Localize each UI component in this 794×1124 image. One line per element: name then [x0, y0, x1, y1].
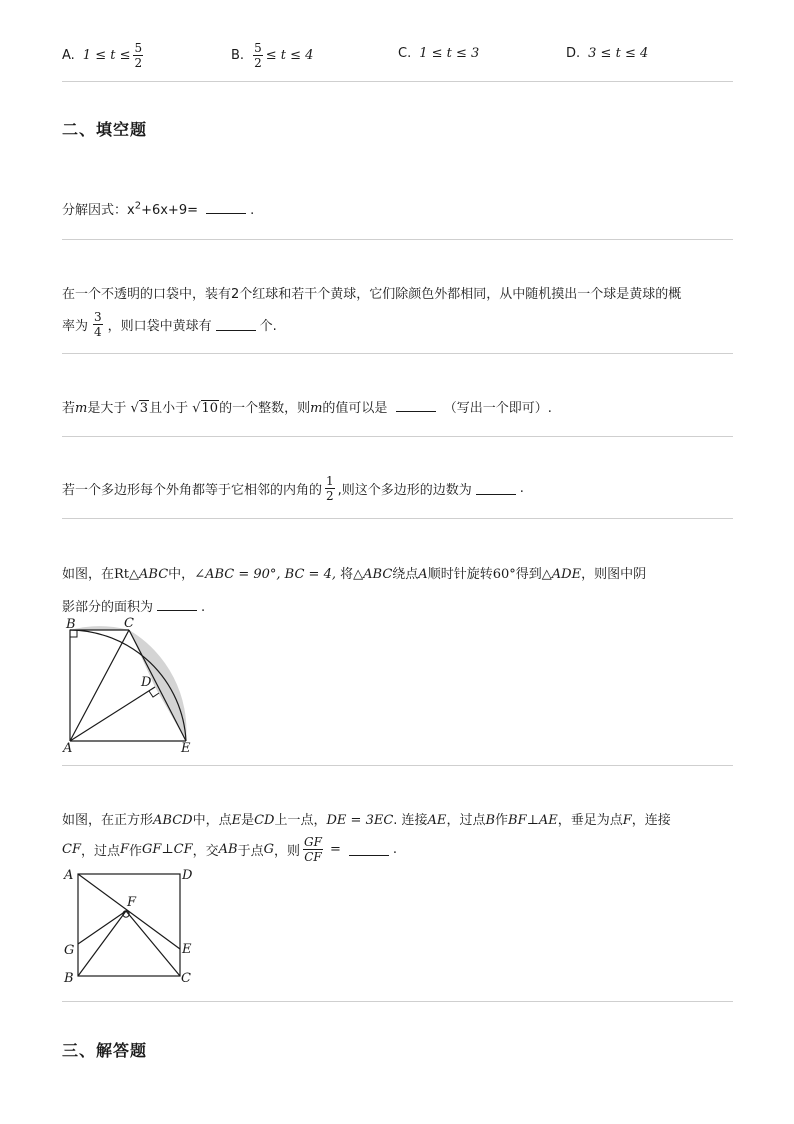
q3-text: 是大于 [87, 401, 127, 416]
q6-point: G [263, 841, 275, 857]
answer-blank[interactable] [476, 482, 516, 495]
q6-segment: AB [218, 841, 238, 857]
question-rotation-line1 [62, 563, 646, 582]
q5-triangle: △ABC [129, 567, 169, 582]
q6-equals: = [329, 841, 341, 857]
choice-a [62, 40, 146, 70]
q6-text: . 连接 [393, 813, 428, 828]
answer-blank[interactable] [216, 318, 256, 331]
q5-text: 顺时针旋转 [427, 567, 493, 582]
q4-end: . [519, 480, 524, 496]
answer-blank[interactable] [349, 843, 389, 856]
q2-end: 个. [259, 318, 277, 334]
label-E: E [182, 942, 192, 957]
q6-text: 于点 [237, 843, 264, 859]
divider [62, 1001, 733, 1002]
q6-text: ，过点 [446, 813, 486, 828]
q6-equation: DE = 3EC [326, 813, 394, 828]
divider [62, 239, 733, 240]
choice-b-expr: ≤ t ≤ 4 [265, 47, 314, 63]
q3-var-m: m [310, 401, 323, 416]
sqrt-10: √10 [192, 401, 219, 416]
divider [62, 81, 733, 82]
label-F: F [127, 895, 137, 910]
q6-text: 中，点 [192, 813, 232, 828]
choice-c [398, 46, 479, 61]
q6-perp: BF⊥AE [508, 813, 558, 828]
q6-text: ，过点 [80, 843, 120, 859]
choice-b-letter: B. [231, 47, 245, 63]
label-B: B [66, 617, 76, 632]
q6-point: F [622, 813, 632, 828]
q3-text: 的一个整数，则 [219, 401, 311, 416]
q5-text: 中， [168, 567, 195, 582]
question-factorize [62, 199, 254, 218]
q4-fraction: $\frac{1}{2}$ [326, 473, 334, 503]
q5-point: A [418, 567, 428, 582]
question-probability-line2 [62, 306, 277, 342]
q6-perp: GF⊥CF [142, 841, 193, 857]
q5-text: 将 [340, 567, 354, 582]
divider [62, 436, 733, 437]
choice-b [231, 40, 313, 70]
question-square-line2 [62, 830, 397, 868]
q1-exponent: 2 [134, 200, 142, 212]
q5-text: 绕点 [392, 567, 419, 582]
q4-prefix: 若一个多边形每个外角都等于它相邻的内角的 [62, 482, 323, 498]
question-polygon [62, 470, 524, 506]
sqrt-3: √3 [130, 401, 149, 416]
label-A: A [64, 868, 74, 883]
label-G: G [64, 943, 75, 958]
q5-triangle: △ABC [353, 567, 393, 582]
label-A: A [63, 741, 73, 754]
q3-end: （写出一个即可）. [443, 401, 552, 416]
q6-end: . [392, 841, 397, 857]
q5-triangle: △ADE [541, 567, 582, 582]
divider [62, 518, 733, 519]
q6-segment: CD [254, 813, 275, 828]
label-C: C [181, 971, 191, 986]
choice-d-letter: D. [566, 46, 581, 61]
section-title-solve: 三、解答题 [62, 1041, 148, 1060]
q6-fraction: $\frac{GF}{CF}$ [304, 834, 322, 864]
label-D: D [141, 675, 152, 690]
divider [62, 353, 733, 354]
answer-blank[interactable] [206, 201, 246, 214]
rotation-figure [60, 614, 200, 754]
q5-text: 如图，在 [62, 567, 115, 582]
section-title-fill-blank: 二、填空题 [62, 120, 148, 139]
q4-suffix: ,则这个多边形的边数为 [337, 482, 472, 498]
q2-prefix: 率为 [62, 318, 89, 334]
choice-c-expr: 1 ≤ t ≤ 3 [419, 46, 480, 61]
q6-text: 上一点， [274, 813, 327, 828]
q2-suffix: ，则口袋中黄球有 [107, 318, 212, 334]
q2-fraction: $\frac{3}{4}$ [94, 309, 102, 339]
q3-var-m: m [75, 401, 88, 416]
q6-segment: CF [62, 841, 81, 857]
q6-text: 是 [241, 813, 255, 828]
question-sqrt-range [62, 397, 552, 416]
choice-d [566, 46, 648, 61]
q5-end: . [201, 600, 206, 615]
q1-end: . [250, 203, 255, 218]
q6-text: 作 [495, 813, 509, 828]
q6-text: ，交 [192, 843, 219, 859]
square-figure [60, 864, 200, 989]
divider [62, 765, 733, 766]
q1-prefix: 分解因式：x [62, 203, 135, 218]
q3-text: 若 [62, 401, 76, 416]
q6-square: ABCD [153, 813, 193, 828]
q6-segment: AE [427, 813, 447, 828]
q6-text: ，则 [274, 843, 301, 859]
question-rotation-line2 [62, 596, 205, 615]
answer-blank[interactable] [157, 598, 197, 611]
question-probability-line1: 在一个不透明的口袋中，装有2个红球和若干个黄球，它们除颜色外都相同，从中随机摸出一个球是黄球的概 [62, 287, 682, 302]
label-C: C [124, 616, 134, 631]
q6-point: B [485, 813, 496, 828]
q5-rt: Rt [114, 567, 130, 582]
arc [70, 630, 186, 741]
choice-a-frac: $\frac{5}{2}$ [134, 40, 143, 70]
q6-text: 作 [129, 843, 143, 859]
choice-a-letter: A. [62, 47, 75, 63]
choice-c-letter: C. [398, 46, 412, 61]
choice-d-expr: 3 ≤ t ≤ 4 [588, 46, 649, 61]
label-E: E [181, 741, 191, 754]
q6-text: ，连接 [631, 813, 671, 828]
q3-text: 且小于 [149, 401, 189, 416]
q5-text: 得到 [515, 567, 542, 582]
label-D: D [182, 868, 193, 883]
question-square-line1 [62, 809, 671, 828]
q5-angle: 60° [492, 567, 516, 582]
q3-text: 的值可以是 [322, 401, 388, 416]
q6-text: 如图，在正方形 [62, 813, 154, 828]
answer-blank[interactable] [396, 399, 436, 412]
choice-b-frac: $\frac{5}{2}$ [254, 40, 262, 70]
choice-a-expr: 1 ≤ t ≤ [82, 47, 131, 63]
q5-condition: ∠ABC = 90°, BC = 4, [194, 567, 336, 582]
q5-text: ，则图中阴 [581, 567, 647, 582]
q6-point: E [231, 813, 242, 828]
q6-text: ，垂足为点 [557, 813, 623, 828]
label-B: B [64, 971, 74, 986]
q1-suffix: +6x+9= [141, 203, 198, 218]
q6-point: F [119, 841, 130, 857]
q5-text: 影部分的面积为 [62, 600, 154, 615]
